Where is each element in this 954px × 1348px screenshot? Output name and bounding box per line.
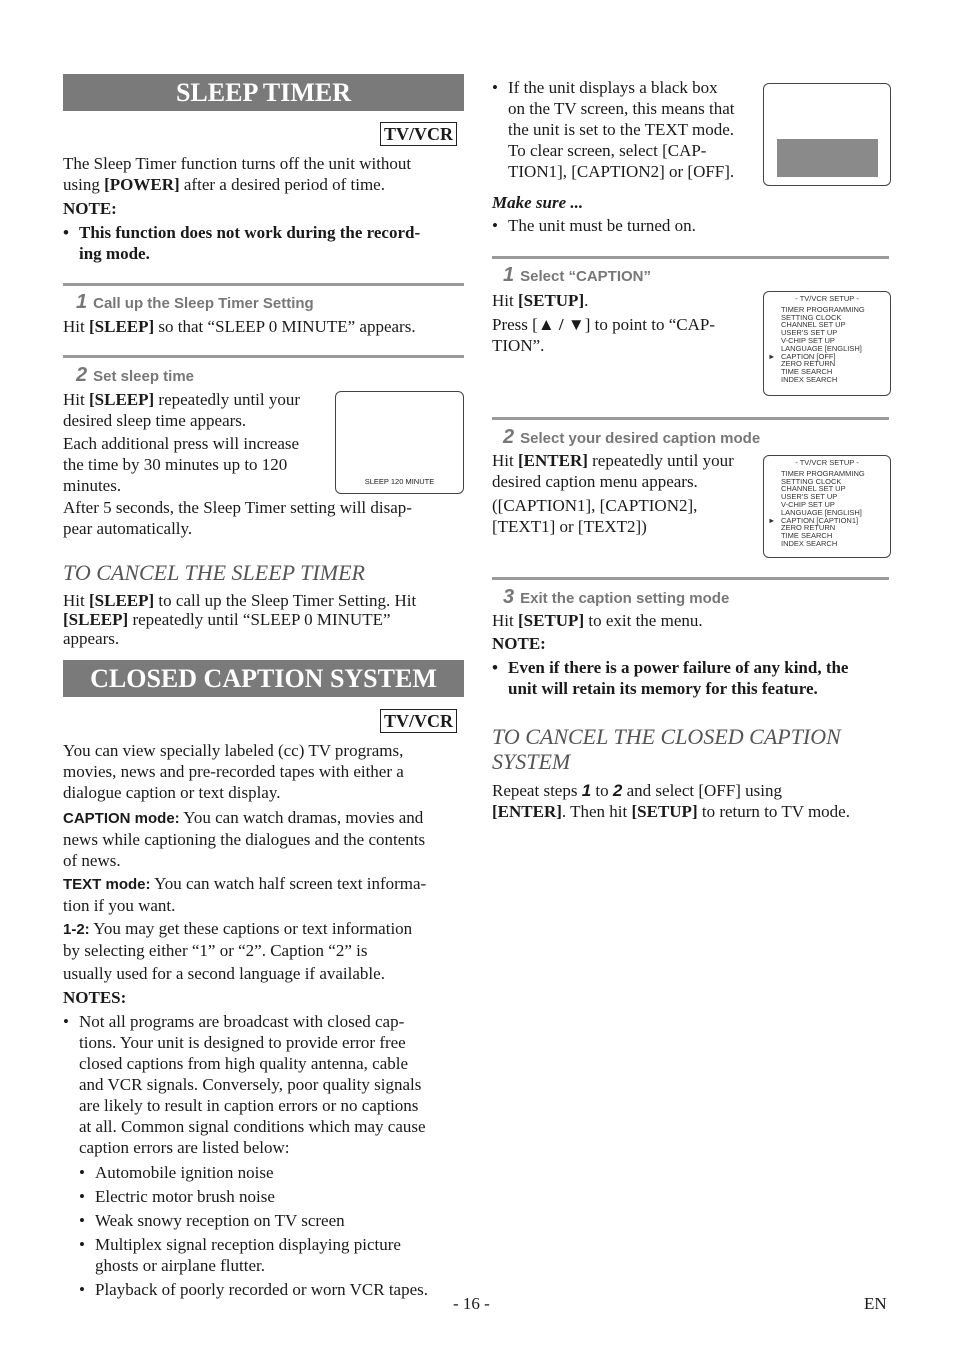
step2-text: Hit [SLEEP] repeatedly until your desired sleep time appears. Each additional press will increase the time by 30 minutes up to 120 minutes.: [63, 390, 301, 495]
menu2-item: USER'S SET UP: [781, 492, 838, 502]
sleep-tvvcr-tag: TV/VCR: [380, 122, 457, 146]
menu1-item: TIME SEARCH: [781, 367, 833, 377]
r-note-label: NOTE:: [492, 634, 546, 653]
menu2-item: LANGUAGE [ENGLISH]: [781, 507, 862, 517]
step2-after: After 5 seconds, the Sleep Timer setting will disap- pear automatically.: [63, 498, 412, 538]
sub-bullet-3: • Weak snowy reception on TV screen: [79, 1210, 345, 1231]
sleep-intro: [63, 153, 463, 195]
menu2-item: CHANNEL SET UP: [781, 484, 846, 494]
make-sure-bullet: • The unit must be turned on.: [492, 215, 696, 236]
step2-rule: [63, 355, 464, 358]
sleep-note-bullet: • This function does not work during the record- ing mode.: [63, 222, 479, 264]
menu2-item: TIME SEARCH: [781, 531, 833, 541]
cc-tvvcr-tag: TV/VCR: [380, 709, 457, 733]
menu1-item: INDEX SEARCH: [781, 374, 838, 384]
sleep-timer-title: SLEEP TIMER: [175, 78, 352, 107]
closed-caption-title: CLOSED CAPTION SYSTEM: [90, 664, 437, 693]
black-box-screen: [763, 83, 891, 186]
r-step1-text: Hit [SETUP]. Press [▲ / ▼] to point to “CAP- TION”.: [492, 291, 716, 355]
one-two-para: 1-2: You may get these captions or text information by selecting either “1” or “2”. Caption “2” is usually used for a second language if available.: [63, 919, 413, 983]
r-step1-rule: [492, 256, 889, 259]
setup-menu-1: [764, 295, 890, 384]
language-code: EN: [864, 1294, 887, 1313]
cancel-sleep-text: Hit [SLEEP] to call up the Sleep Timer Setting. Hit [SLEEP] repeatedly until “SLEEP 0 MINUTE” appears.: [63, 591, 417, 648]
text-mode-para: TEXT mode: You can watch half screen text informa- tion if you want.: [63, 874, 427, 915]
menu2-item-selected: ► CAPTION [CAPTION1]: [768, 515, 859, 525]
step1-heading: 1 Call up the Sleep Timer Setting: [76, 291, 314, 313]
menu2-item: INDEX SEARCH: [781, 538, 838, 548]
sub-bullet-5: • Playback of poorly recorded or worn VCR tapes.: [79, 1279, 428, 1300]
cancel-sleep-heading: TO CANCEL THE SLEEP TIMER: [63, 560, 365, 585]
menu2-title: - TV/VCR SETUP -: [795, 458, 859, 467]
menu1-item: ZERO RETURN: [781, 359, 836, 369]
menu2-item: SETTING CLOCK: [781, 476, 842, 486]
menu1-item: TIMER PROGRAMMING: [781, 304, 865, 314]
menu1-title: - TV/VCR SETUP -: [795, 294, 859, 303]
r-step3-rule: [492, 577, 889, 580]
sleep-screen: [335, 391, 464, 494]
sleep-note-label: NOTE:: [63, 199, 117, 218]
r-step2-text: Hit [ENTER] repeatedly until your desired caption menu appears. ([CAPTION1], [CAPTION2], [TEXT1] or [TEXT2]): [492, 451, 734, 536]
r-step1-heading: 1 Select “CAPTION”: [503, 264, 651, 286]
cc-intro: You can view specially labeled (cc) TV programs, movies, news and pre-recorded tapes with either a dialogue caption or text display.: [63, 741, 404, 802]
menu1-item: V-CHIP SET UP: [781, 335, 835, 345]
black-box-bullet: • If the unit displays a black box on the TV screen, this means that the unit is set to the TEXT mode. To clear screen, select [CAP- TION1], [CAPTION2] or [OFF].: [492, 77, 776, 182]
menu1-item: LANGUAGE [ENGLISH]: [781, 343, 862, 353]
sub-bullet-4: • Multiplex signal reception displaying picture ghosts or airplane flutter.: [79, 1234, 475, 1276]
r-step3-text: Hit [SETUP] to exit the menu.: [492, 611, 703, 630]
closed-caption-banner: [63, 660, 464, 697]
r-note-bullet: • Even if there is a power failure of any kind, the unit will retain its memory for this feature.: [492, 657, 904, 699]
menu1-item: USER'S SET UP: [781, 328, 838, 338]
step1-rule: [63, 283, 464, 286]
step1-text: Hit [SLEEP] so that “SLEEP 0 MINUTE” appears.: [63, 317, 416, 336]
notes-label: NOTES:: [63, 988, 127, 1007]
step2-heading: 2 Set sleep time: [76, 364, 195, 386]
sub-bullet-2: • Electric motor brush noise: [79, 1186, 275, 1207]
cancel-cc-text: Repeat steps 1 to 2 and select [OFF] using [ENTER]. Then hit [SETUP] to return to TV mode.: [492, 781, 850, 821]
r-step3-heading: 3 Exit the caption setting mode: [503, 586, 730, 608]
cancel-cc-heading: TO CANCEL THE CLOSED CAPTION SYSTEM: [492, 724, 841, 774]
menu1-item: CHANNEL SET UP: [781, 320, 846, 330]
menu2-item: V-CHIP SET UP: [781, 499, 835, 509]
page-number: - 16 -: [453, 1294, 490, 1313]
sleep-timer-banner: [63, 74, 464, 111]
r-step2-rule: [492, 417, 889, 420]
sleep-intro-line1: The Sleep Timer function turns off the unit without: [63, 154, 412, 173]
notes-bullet: • Not all programs are broadcast with closed cap- tions. Your unit is designed to provide error free closed captions from high quality antenna, cable and VCR signals. Conversely, poor quality signals are likely to result in caption errors or no captions at all. Common signal conditions which may cause caption errors are listed below:: [63, 1011, 479, 1158]
black-box-bar: [777, 139, 878, 177]
sleep-screen-text: SLEEP 120 MINUTE: [364, 477, 435, 486]
r-step2-heading: 2 Select your desired caption mode: [503, 426, 761, 448]
setup-menu-2: [764, 459, 890, 548]
menu2-item: ZERO RETURN: [781, 523, 836, 533]
setup-menu-screen-1: [763, 291, 891, 396]
menu2-pointer-icon: ►: [768, 515, 776, 525]
menu1-item-selected: ► CAPTION [OFF]: [768, 351, 836, 361]
sleep-intro-line2: using [POWER] after a desired period of time.: [63, 175, 385, 194]
sub-bullet-1: • Automobile ignition noise: [79, 1162, 274, 1183]
setup-menu-screen-2: [763, 455, 891, 558]
menu2-item: TIMER PROGRAMMING: [781, 468, 865, 478]
menu1-item: SETTING CLOCK: [781, 312, 842, 322]
menu1-pointer-icon: ►: [768, 351, 776, 361]
caption-mode-para: CAPTION mode: You can watch dramas, movies and news while captioning the dialogues and the contents of news.: [63, 808, 426, 870]
make-sure-label: Make sure ...: [492, 193, 584, 212]
